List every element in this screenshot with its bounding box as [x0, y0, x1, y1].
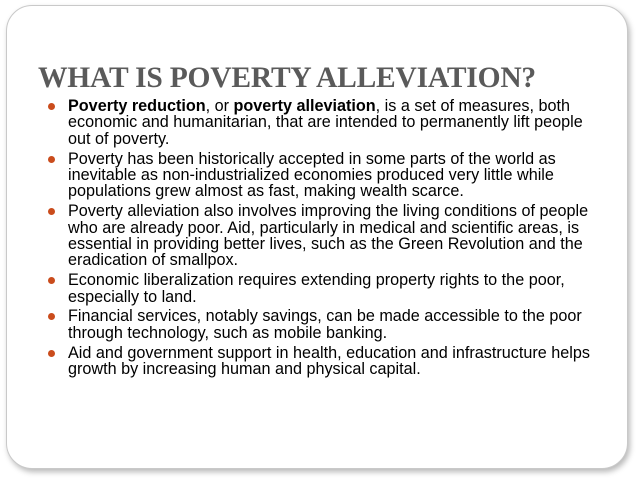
- bullet-item: [46, 308, 606, 341]
- bullet-dot-icon: [48, 350, 55, 357]
- text-segment: Aid and government support in health, education and infrastructure helps growth by increasing human and physical capital.: [68, 343, 590, 379]
- bullet-dot-icon: [48, 156, 55, 163]
- text-segment: Poverty alleviation also involves improving the living conditions of people who are already poor. Aid, particularly in medical and scientific areas, is essential in providing better lives, such as the Green Revolution and the eradication of smallpox.: [68, 202, 589, 270]
- bold-term: poverty alleviation: [233, 97, 376, 115]
- text-segment: , or: [205, 97, 234, 115]
- bullet-dot-icon: [48, 277, 55, 284]
- bullet-text: [68, 307, 582, 341]
- bullet-text: [68, 150, 556, 201]
- bullet-text: [68, 344, 590, 378]
- bullet-item: [46, 98, 606, 147]
- bullet-item: [46, 151, 606, 200]
- bullet-dot-icon: [48, 313, 55, 320]
- text-segment: Poverty has been historically accepted in some parts of the world as inevitable as non-industrialized economies produced very little while populations grew almost as fast, making wealth scarce.: [68, 149, 556, 201]
- bullet-dot-icon: [48, 103, 55, 110]
- bullet-text: [68, 97, 583, 148]
- text-segment: Financial services, notably savings, can be made accessible to the poor through technology, such as mobile banking.: [68, 307, 582, 342]
- bullet-item: [46, 272, 606, 305]
- slide-title: WHAT IS POVERTY ALLEVIATION?: [38, 62, 536, 94]
- bullet-dot-icon: [48, 208, 55, 215]
- text-segment: , is a set of measures, both economic and humanitarian, that are intended to permanently lift people out of poverty.: [68, 97, 583, 148]
- bold-term: Poverty reduction: [68, 97, 206, 115]
- text-segment: Economic liberalization requires extending property rights to the poor, especially to land.: [68, 271, 565, 306]
- bullet-item: [46, 203, 606, 269]
- bullet-text: [68, 202, 588, 269]
- bullet-item: [46, 345, 606, 378]
- bullet-text: [68, 271, 565, 305]
- bullet-list: [46, 98, 606, 381]
